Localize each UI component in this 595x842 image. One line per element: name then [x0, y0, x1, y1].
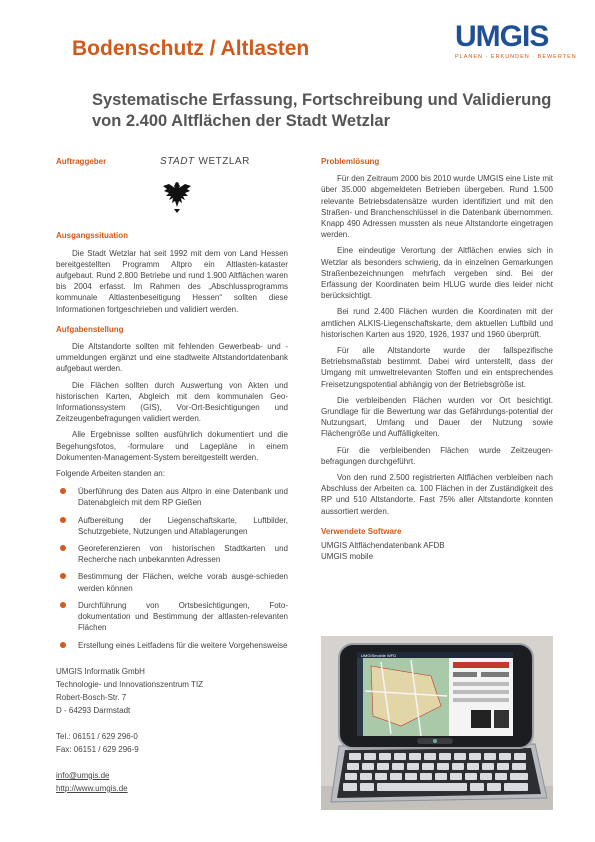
problemloesung-paragraph: Für den Zeitraum 2000 bis 2010 wurde UMGIS eine Liste mit über 35.000 abgemeldeten Betrieben übergeben. Rund 1.500 relevante Betriebsdatensätze wurden identifiziert und mit den Straßen- und Branchenschlüssel in die Datenbank übernommen. Knapp 490 Adressen mussten als neue Altstandorte eingetragen werden. [321, 174, 553, 240]
client-name-prefix: STADT [160, 156, 195, 167]
list-item: Georeferenzieren von historischen Stadtkarten und Recherche nach unbekannten Adressen [56, 543, 288, 565]
contact-block [56, 665, 288, 795]
problemloesung-heading: Problemlösung [321, 157, 380, 166]
device-photo [321, 636, 553, 810]
client-name [160, 156, 250, 173]
list-item: Durchführung von Ortsbesichtigungen, Foto-dokumentation und Bestimmung der altlasten-relevanten Flächen [56, 600, 288, 634]
problemloesung-paragraph: Eine eindeutige Verortung der Altflächen erwies sich in Wetzlar als besonders schwierig, da in einzelnen Gemarkungen Straßenbezeichnungen mehrfach vergeben sind. Bei der Erfassung der Koordinaten beim HLUG wurde dies leider nicht berücksichtigt. [321, 246, 553, 301]
software-item: UMGIS Altflächendatenbank AFDB [321, 541, 445, 551]
ausgangssituation-text: Die Stadt Wetzlar hat seit 1992 mit dem von Land Hessen bereitgestellten Programm Altpro ein Altlasten-kataster aufgebaut. Rund 2.800 Betriebe und rund 1.900 Altflächen waren bis 2004 erfasst. Im Rahmen des „Abschlussprogramms kommunale Altlastenbeseitigung Hessen“ sollten diese Informationen fortgeschrieben und validiert werden. [56, 248, 288, 314]
mobile-device-illustration [321, 636, 553, 810]
software-item: UMGIS mobile [321, 552, 374, 562]
company-fax: Fax: 06151 / 629 296-9 [56, 744, 139, 754]
problemloesung-paragraph: Die verbleibenden Flächen wurden vor Ort besichtigt. Grundlage für die Bewertung war das Gefährdungs-potential der Nutzungsart, Umfang und Dauer der Nutzung sowie Flächengröße und Auffälligkeiten. [321, 395, 553, 439]
page-title: Bodenschutz / Altlasten [72, 37, 310, 60]
problemloesung-paragraph: Für alle Altstandorte wurde der fallspezifische Betriebsmaßstab bestimmt. Dabei wird unterstellt, dass der Umgang mit umweltrelevanten Stoffen und ein entsprechendes Freisetzungspotential abhängig von der Betriebsgröße ist. [321, 346, 553, 389]
client-row [56, 156, 288, 173]
problemloesung-paragraph: Von den rund 2.500 registrierten Altflächen verbleiben nach Abschluss der Arbeiten ca. 100 Flächen in der Zuständigkeit des RP und 510 Altstandorte. Fast 75% aller Altstandorte konnten aussortiert werden. [321, 473, 553, 516]
company-name: UMGIS Informatik GmbH [56, 666, 145, 676]
logo-tagline: PLANEN · ERKUNDEN · BEWERTEN [455, 54, 577, 60]
website-link[interactable]: http://www.umgis.de [56, 783, 128, 793]
list-item: Bestimmung der Flächen, welche vorab ausge-schieden werden können [56, 571, 288, 593]
list-item: Aufbereitung der Liegenschaftskarte, Luftbilder, Schutzgebiete, Nutzungen und Altablagerungen [56, 515, 288, 537]
task-list-intro: Folgende Arbeiten standen an: [56, 469, 165, 479]
email-link[interactable]: info@umgis.de [56, 770, 110, 780]
device-screen-title: UMGISmobile WFD [361, 653, 397, 658]
ausgangssituation-heading: Ausgangssituation [56, 231, 129, 241]
auftraggeber-heading: Auftraggeber [56, 157, 107, 166]
wetzlar-eagle-crest-icon [161, 179, 193, 215]
left-column [56, 156, 288, 795]
task-list [56, 486, 288, 650]
aufgabenstellung-paragraph: Die Altstandorte sollten mit fehlenden Gewerbeab- und -ummeldungen ergänzt und eine stadtweite Altstandortdatenbank aufgebaut werden. [56, 342, 288, 374]
company-city: D - 64293 Darmstadt [56, 705, 131, 715]
list-item: Erstellung eines Leitfadens für die weitere Vorgehensweise [56, 640, 288, 651]
software-heading: Verwendete Software [321, 526, 402, 536]
aufgabenstellung-paragraph: Die Flächen sollten durch Auswertung von Akten und historischen Karten, Abgleich mit dem kommunalen Geo-Informationssystem (GIS), Vor-Ort-Besichtigungen und Zeitzeugenbefragungen validiert werden. [56, 380, 288, 424]
client-name-city: WETZLAR [198, 156, 250, 167]
right-column [321, 156, 553, 563]
list-item: Überführung des Daten aus Altpro in eine Datenbank und Datenabgleich mit dem RP Gießen [56, 486, 288, 508]
company-phone: Tel.: 06151 / 629 296-0 [56, 731, 138, 741]
company-street: Robert-Bosch-Str. 7 [56, 692, 127, 702]
umgis-logo [455, 20, 577, 66]
problemloesung-paragraph: Bei rund 2.400 Flächen wurden die Koordinaten mit der amtlichen ALKIS-Liegenschaftskarte, dem aktuellen Luftbild und historischen Karten aus 1920, 1926, 1937 und 1960 überprüft. [321, 307, 553, 339]
company-center: Technologie- und Innovationszentrum TIZ [56, 679, 204, 689]
aufgabenstellung-paragraph: Alle Ergebnisse sollten ausführlich dokumentiert und die Begehungsfotos, -formulare und Lagepläne in einem Dokumenten-Management-System bereitgestellt werden. [56, 430, 288, 462]
aufgabenstellung-heading: Aufgabenstellung [56, 324, 124, 334]
logo-word: UMGIS [455, 20, 549, 53]
subtitle: Systematische Erfassung, Fortschreibung und Validierung von 2.400 Altflächen der Stadt Wetzlar [92, 91, 552, 130]
problemloesung-paragraph: Für die verbleibenden Flächen wurde Zeitzeugen-befragungen durchgeführt. [321, 445, 553, 466]
